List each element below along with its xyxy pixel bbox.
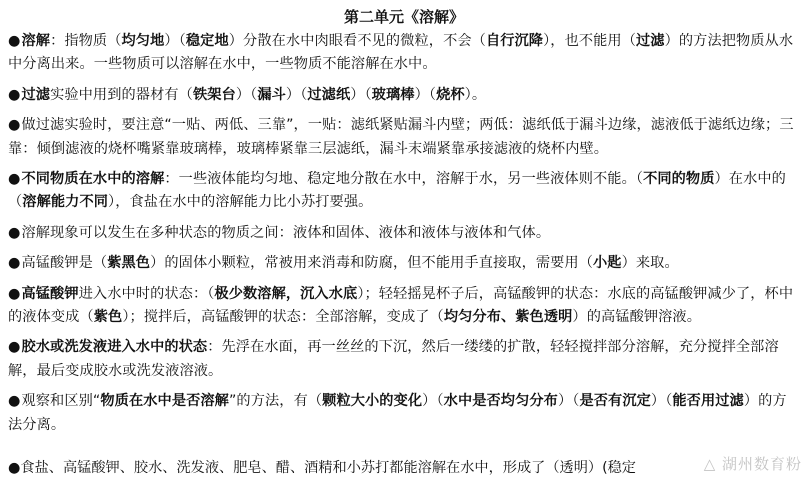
bold-text: 过滤: [21, 86, 51, 103]
paragraph: [8, 84, 800, 107]
cut-off-paragraph: ●食盐、高锰酸钾、胶水、洗发液、肥皂、醋、酒精和小苏打都能溶解在水中，形成了（透明）(稳定: [8, 460, 636, 476]
watermark-text: △ 湖州数育粉: [703, 455, 802, 473]
paragraph: [8, 114, 800, 161]
text-segment: 进入水中时的状态：（: [78, 285, 215, 302]
bold-text: 是否有沉定: [579, 393, 651, 410]
text-segment: ”的方法，有（: [228, 393, 323, 410]
text-segment: ）的方法把物质从水中分离出来。一些物质可以溶解在水中，一些物质不能溶解在水中。: [8, 33, 794, 73]
bold-text: 过滤: [636, 33, 665, 49]
paragraph-list: [8, 30, 800, 437]
bold-text: 极少数溶解，沉入水底: [214, 285, 358, 302]
bold-text: 不同物质在水中的溶解: [21, 171, 165, 188]
bold-text: 自行沉降: [485, 33, 544, 49]
paragraph: [8, 283, 800, 330]
text-segment: ）（: [350, 86, 372, 103]
text-segment: ）；轻轻摇晃杯子后，高锰酸钾的状态：水底的高锰酸钾减少了，杯中的液体变成（: [8, 285, 794, 326]
text-segment: ）分散在水中肉眼看不见的微粒，不会（: [228, 33, 486, 49]
bullet-icon: ●: [8, 33, 21, 49]
text-segment: ）（: [235, 86, 258, 103]
text-segment: 高锰酸钾是（: [21, 255, 108, 272]
bold-text: 均匀分布、紫色透明: [443, 309, 573, 326]
paragraph: [8, 336, 800, 383]
text-segment: ）的高锰酸钾溶液。: [572, 309, 702, 326]
bold-text: 铁架台: [192, 86, 236, 103]
bullet-icon: ●: [8, 285, 21, 302]
bold-text: 溶解能力不同: [22, 194, 109, 211]
paragraph: [8, 222, 800, 245]
bold-text: 物质在水中是否溶解: [100, 393, 229, 410]
bullet-icon: ●: [8, 171, 21, 188]
text-segment: ：先浮在水面，再一丝丝的下沉，然后一缕缕的扩散，轻轻搅拌部分溶解，充分搅拌全部溶解，最后变成胶水或洗发液溶液。: [8, 339, 779, 379]
text-segment: ）来取。: [621, 255, 679, 272]
bullet-icon: ●: [8, 224, 21, 241]
bold-text: 漏斗: [257, 86, 286, 103]
text-segment: 做过滤实验时，要注意“一贴、两低、三靠”，一贴：滤纸紧贴漏斗内壁；两低：滤纸低于漏斗边缘，滤液低于滤纸边缘；三靠：倾倒滤液的烧杯嘴紧靠玻璃棒，玻璃棒紧靠三层滤纸，漏斗末端紧靠承接滤液的烧杯内壁。: [8, 117, 794, 157]
text-segment: ）的方法分离。: [8, 393, 787, 433]
text-segment: ）（: [650, 393, 673, 410]
bullet-icon: ●: [8, 393, 21, 410]
text-segment: ）（: [557, 393, 580, 410]
paragraph: [8, 30, 800, 77]
bold-text: 紫色: [93, 309, 123, 326]
text-segment: ：一些液体能均匀地、稳定地分散在水中，溶解于水，另一些液体则不能。（: [164, 171, 644, 188]
text-segment: ）（: [285, 86, 308, 103]
text-segment: ：指物质（: [50, 33, 122, 49]
text-segment: 溶解现象可以发生在多种状态的物质之间：液体和固体、液体和液体与液体和气体。: [21, 224, 551, 241]
bullet-icon: ●: [8, 117, 21, 134]
text-segment: ），食盐在水中的溶解能力比小苏打要强。: [108, 194, 373, 211]
bold-text: 胶水或洗发液进入水中的状态: [21, 339, 208, 356]
paragraph: [8, 390, 800, 437]
paragraph: [8, 252, 800, 275]
bold-text: 玻璃棒: [371, 86, 415, 103]
text-segment: ）的固体小颗粒，常被用来消毒和防腐，但不能用手直接取，需要用（: [150, 255, 594, 272]
text-segment: ）在水中的（: [8, 171, 786, 211]
bold-text: 小匙: [593, 255, 622, 272]
bold-text: 烧杯: [436, 86, 465, 103]
text-segment: 观察和区别“: [21, 393, 101, 410]
paragraph: [8, 168, 800, 215]
bold-text: 溶解: [21, 33, 51, 49]
bold-text: 能否用过滤: [672, 393, 744, 410]
bold-text: 水中是否均匀分布: [443, 393, 558, 410]
bullet-icon: ●: [8, 86, 21, 103]
text-segment: ）；搅拌后，高锰酸钾的状态：全部溶解，变成了（: [122, 309, 444, 326]
bold-text: 不同的物质: [643, 171, 715, 188]
text-segment: ），也不能用（: [543, 33, 637, 49]
bullet-icon: ●: [8, 339, 21, 356]
bold-text: 高锰酸钾: [21, 285, 79, 302]
text-segment: 实验中用到的器材有（: [50, 86, 193, 103]
bold-text: 过滤纸: [307, 86, 351, 103]
text-segment: ）（: [422, 393, 444, 410]
text-segment: ）（: [164, 33, 186, 49]
bold-text: 紫黑色: [107, 255, 151, 272]
text-segment: ）（: [414, 86, 437, 103]
page-title: 第二单元《溶解》: [343, 8, 464, 26]
bold-text: 稳定地: [185, 33, 229, 49]
bold-text: 颗粒大小的变化: [322, 393, 423, 410]
bullet-icon: ●: [8, 255, 21, 272]
text-segment: ）。: [464, 86, 487, 103]
bold-text: 均匀地: [121, 33, 165, 49]
